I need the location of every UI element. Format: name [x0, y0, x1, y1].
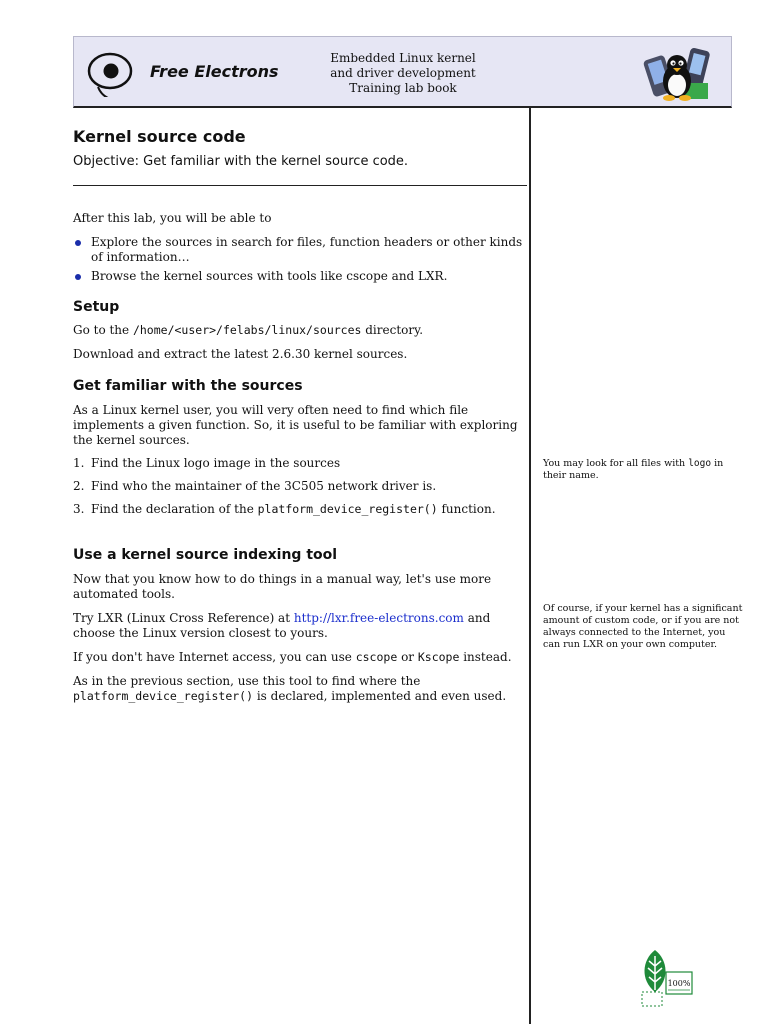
indexing-paragraph-1: Now that you know how to do things in a manual way, let's use more automated tools. [73, 572, 492, 601]
function-name: platform_device_register() [257, 502, 438, 516]
setup-paragraph-2: Download and extract the latest 2.6.30 kernel sources. [73, 347, 408, 361]
setup-paragraph-1: Go to the /home/<user>/felabs/linux/sources directory. [73, 323, 424, 337]
intro-lead: After this lab, you will be able to [73, 211, 272, 225]
indexing-section [73, 546, 523, 704]
recycled-paper-leaf-icon [638, 948, 696, 1008]
brand-name: Free Electrons [150, 62, 279, 81]
list-item: Browse the kernel sources with tools like cscope and LXR. [73, 269, 523, 284]
section-heading-indexing: Use a kernel source indexing tool [73, 547, 338, 563]
title-line-1: Embedded Linux kernel [330, 51, 476, 65]
kscope-code: Kscope [417, 650, 460, 664]
page-header [73, 36, 732, 108]
lab-title: Kernel source code [73, 127, 246, 146]
familiar-task-list [73, 456, 523, 517]
lxr-link[interactable]: http://lxr.free-electrons.com [293, 611, 464, 625]
logo-code: logo [688, 458, 712, 469]
lab-book-title [306, 51, 500, 96]
bullet-icon [75, 274, 81, 280]
list-item: 3. Find the declaration of the platform_device_register() function. [73, 502, 496, 516]
title-line-3: Training lab book [349, 81, 457, 95]
margin-divider [529, 108, 531, 1024]
recycled-percent: 100% [667, 979, 691, 988]
cscope-code: cscope [355, 650, 398, 664]
list-item: 2. Find who the maintainer of the 3C505 network driver is. [73, 479, 437, 493]
margin-note-lxr: Of course, if your kernel has a significant amount of custom code, or if you are not always connected to the Internet, you can run LXR on your own computer. [543, 603, 743, 650]
title-line-2: and driver development [330, 66, 476, 80]
tux-penguin-icon [642, 43, 714, 105]
indexing-paragraph-2: Try LXR (Linux Cross Reference) at http://lxr.free-electrons.com and choose the Linux version closest to yours. [73, 611, 491, 640]
section-heading-familiar: Get familiar with the sources [73, 378, 303, 394]
intro-bullet-list [73, 235, 523, 284]
margin-note-logo: You may look for all files with logo in their name. [543, 458, 724, 481]
list-item: Explore the sources in search for files, function headers or other kinds of information… [73, 235, 523, 265]
indexing-paragraph-3: If you don't have Internet access, you can use cscope or Kscope instead. [73, 650, 512, 664]
intro-section [73, 211, 523, 284]
familiar-section [73, 377, 523, 517]
setup-section [73, 298, 523, 362]
indexing-paragraph-4: As in the previous section, use this tool to find where the platform_device_register() is declared, implemented and even used. [73, 674, 507, 703]
familiar-paragraph: As a Linux kernel user, you will very often need to find which file implements a given function. So, it is useful to be familiar with exploring the kernel sources. [73, 403, 518, 447]
function-name: platform_device_register() [73, 689, 254, 703]
section-heading-setup: Setup [73, 299, 120, 315]
lab-objective: Objective: Get familiar with the kernel source code. [73, 154, 409, 169]
title-divider [73, 185, 527, 186]
list-item: 1. Find the Linux logo image in the sources [73, 456, 341, 470]
directory-path: /home/<user>/felabs/linux/sources [132, 323, 362, 337]
bullet-icon [75, 240, 81, 246]
